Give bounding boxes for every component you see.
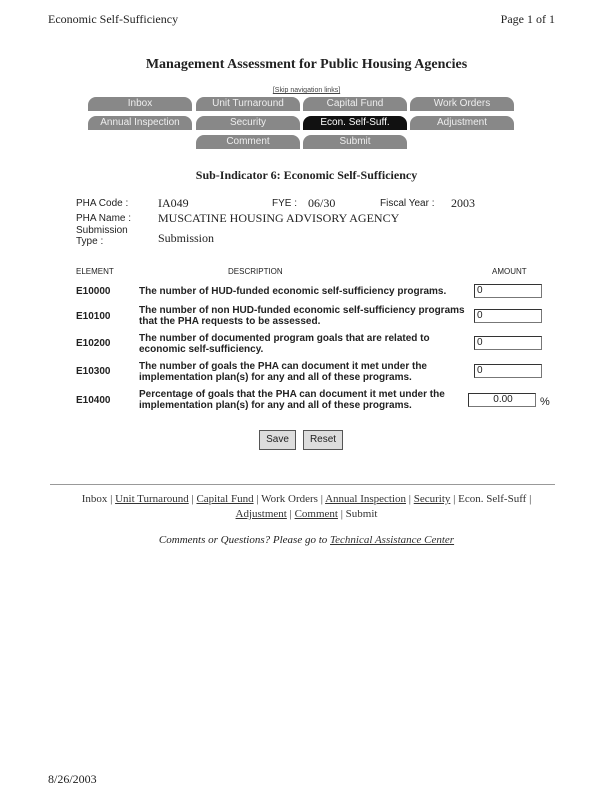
- pha-name-label: PHA Name :: [76, 213, 132, 224]
- sub-indicator-title: Sub-Indicator 6: Economic Self-Sufficiency: [195, 168, 418, 182]
- footer-link-comment[interactable]: Comment: [294, 508, 338, 520]
- print-date: 8/26/2003: [48, 772, 97, 786]
- element-code: E10400: [76, 395, 111, 406]
- skip-navigation-link[interactable]: [Skip navigation links]: [272, 87, 341, 94]
- tab-adjustment[interactable]: Adjustment: [410, 116, 514, 130]
- element-code: E10000: [76, 286, 111, 297]
- technical-assistance-center-link[interactable]: Technical Assistance Center: [330, 534, 455, 546]
- amount-input-e10200[interactable]: 0: [474, 336, 542, 350]
- footer-navigation: Inbox | Unit Turnaround | Capital Fund | Work Orders | Annual Inspection | Security | Econ. Self-Suff | Adjustment | Comment | Submit: [81, 493, 532, 520]
- fye-label: FYE :: [272, 198, 298, 209]
- footer-link-annual-inspection[interactable]: Annual Inspection: [325, 493, 407, 505]
- tab-work-orders[interactable]: Work Orders: [410, 97, 514, 111]
- tab-submit[interactable]: Submit: [303, 135, 407, 149]
- column-header-amount: AMOUNT: [492, 267, 527, 276]
- page-header-title: Economic Self-Sufficiency: [48, 12, 179, 26]
- element-code: E10300: [76, 366, 111, 377]
- footer-link-inbox[interactable]: Inbox: [81, 493, 108, 505]
- footer-link-work-orders[interactable]: Work Orders: [261, 493, 318, 505]
- pha-code: IA049: [158, 196, 189, 210]
- element-description: The number of goals the PHA can document it met under the implementation plan(s) for any and all of these programs.: [139, 361, 427, 383]
- column-header-element: ELEMENT: [76, 267, 114, 276]
- footer-link-security[interactable]: Security: [413, 493, 451, 505]
- divider: [50, 484, 555, 485]
- submission-type: Submission: [158, 231, 215, 245]
- element-description: The number of non HUD-funded economic self-sufficiency programs that the PHA requests to be assessed.: [139, 305, 465, 327]
- reset-button[interactable]: Reset: [303, 430, 343, 450]
- page-number: Page 1 of 1: [500, 12, 555, 26]
- comments-line: [0, 534, 613, 546]
- tab-unit-turnaround[interactable]: Unit Turnaround: [196, 97, 300, 111]
- footer-link-capital-fund[interactable]: Capital Fund: [196, 493, 254, 505]
- pha-code-label: PHA Code :: [76, 198, 129, 209]
- footer-link-unit-turnaround[interactable]: Unit Turnaround: [115, 493, 189, 505]
- fye: 06/30: [308, 196, 336, 210]
- element-description: The number of HUD-funded economic self-sufficiency programs.: [139, 286, 447, 297]
- footer-link-econ-self-suff[interactable]: Econ. Self-Suff: [458, 493, 527, 505]
- tab-econ-self-suff[interactable]: Econ. Self-Suff.: [303, 116, 407, 130]
- tab-security[interactable]: Security: [196, 116, 300, 130]
- amount-input-e10400[interactable]: 0.00: [468, 393, 536, 407]
- footer-link-adjustment[interactable]: Adjustment: [235, 508, 287, 520]
- element-code: E10100: [76, 311, 111, 322]
- tab-comment[interactable]: Comment: [196, 135, 300, 149]
- column-header-description: DESCRIPTION: [228, 267, 283, 276]
- page-title: Management Assessment for Public Housing Agencies: [145, 57, 468, 72]
- amount-input-e10100[interactable]: 0: [474, 309, 542, 323]
- save-button[interactable]: Save: [259, 430, 296, 450]
- element-description: The number of documented program goals that are related to economic self-sufficiency.: [139, 333, 430, 355]
- footer-link-submit[interactable]: Submit: [345, 508, 378, 520]
- amount-input-e10300[interactable]: 0: [474, 364, 542, 378]
- amount-input-e10000[interactable]: 0: [474, 284, 542, 298]
- tab-inbox[interactable]: Inbox: [88, 97, 192, 111]
- pha-name: MUSCATINE HOUSING ADVISORY AGENCY: [158, 211, 400, 225]
- comments-text: Comments or Questions? Please go to: [158, 534, 331, 546]
- submission-type-label: Submission Type :: [76, 225, 128, 247]
- element-description: Percentage of goals that the PHA can document it met under the implementation plan(s) for any and all of these programs.: [139, 389, 445, 411]
- fiscal-year: 2003: [451, 196, 475, 210]
- fiscal-year-label: Fiscal Year :: [380, 198, 435, 209]
- tab-annual-inspection[interactable]: Annual Inspection: [88, 116, 192, 130]
- element-code: E10200: [76, 338, 111, 349]
- tab-capital-fund[interactable]: Capital Fund: [303, 97, 407, 111]
- percent-unit: %: [540, 396, 550, 408]
